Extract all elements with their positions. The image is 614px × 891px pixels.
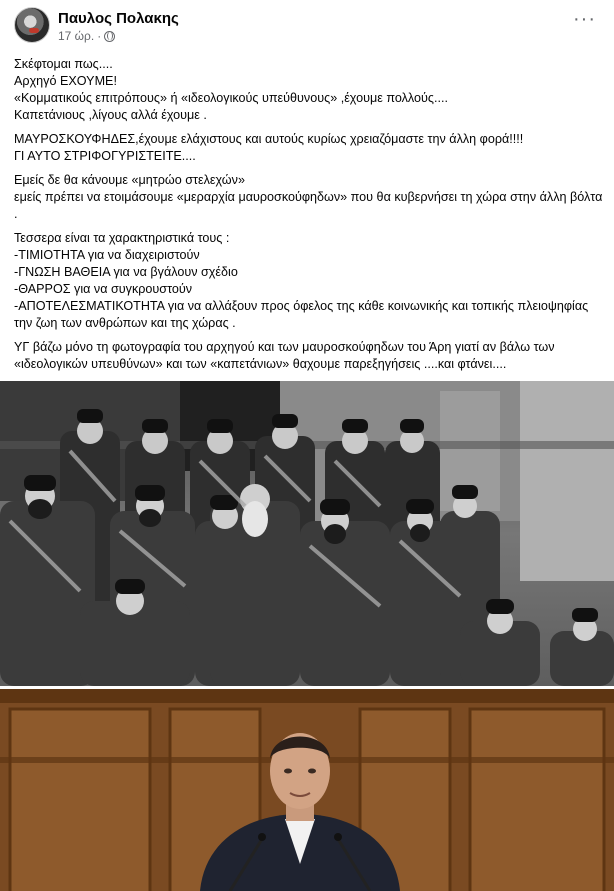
text-line: Σκέφτομαι πως....	[14, 57, 113, 71]
separator: ·	[97, 29, 102, 43]
text-line: Αρχηγό ΕΧΟΥΜΕ!	[14, 74, 117, 88]
text-line: Καπετάνιους ,λίγους αλλά έχουμε .	[14, 108, 207, 122]
text-line: ΜΑΥΡΟΣΚΟΥΦΗΔΕΣ,έχουμε ελάχιστους και αυτούς κυρίως χρειαζόμαστε την άλλη φορά!!!!	[14, 132, 524, 146]
speaker-illustration	[0, 689, 614, 891]
text-line: -ΘΑΡΡΟΣ για να συγκρουστούν	[14, 282, 193, 296]
text-line: ΥΓ βάζω μόνο τη φωτογραφία του αρχηγού και των μαυροσκούφηδων του Άρη γιατί αν βάλω των «ιδεολογικών υπευθύνων» και των «καπετάνιων» θαχουμε παρεξηγήσεις ....και φτάνει....	[14, 340, 555, 371]
historical-group-illustration	[0, 381, 614, 686]
author-name[interactable]: Παυλος Πολακης	[58, 10, 179, 27]
globe-icon[interactable]	[104, 31, 115, 42]
text-line: Εμείς δε θα κάνουμε «μητρώο στελεχών»	[14, 173, 245, 187]
text-line: ΓΙ ΑΥΤΟ ΣΤΡΙΦΟΓΥΡΙΣΤΕΙΤΕ....	[14, 149, 196, 163]
post-meta	[58, 29, 115, 43]
text-line: Τεσσερα είναι τα χαρακτηριστικά τους :	[14, 231, 230, 245]
post-time[interactable]: 17 ώρ.	[58, 29, 95, 43]
paragraph-3	[14, 172, 604, 223]
paragraph-4	[14, 230, 604, 332]
speaker-at-podium-photo[interactable]	[0, 689, 614, 891]
historical-group-photo[interactable]	[0, 381, 614, 686]
post-text	[14, 56, 604, 380]
paragraph-1	[14, 56, 604, 124]
text-line: εμείς πρέπει να ετοιμάσουμε «μεραρχία μαυροσκούφηδων» που θα κυβερνήσει τη χώρα στην άλλη βόλτα .	[14, 190, 603, 221]
author-avatar[interactable]	[14, 7, 50, 43]
text-line: -ΓΝΩΣΗ ΒΑΘΕΙΑ για να βγάλουν σχέδιο	[14, 265, 238, 279]
avatar-lips-icon	[29, 28, 39, 33]
text-line: -ΑΠΟΤΕΛΕΣΜΑΤΙΚΟΤΗΤΑ για να αλλάξουν προς όφελος της κάθε κοινωνικής και τοπικής πλειοψηφίας την ζωη των ανθρώπων και της χώρας .	[14, 299, 589, 330]
text-line: «Κομματικούς επιτρόπους» ή «ιδεολογικούς υπεύθυνους» ,έχουμε πολλούς....	[14, 91, 448, 105]
post-header	[0, 0, 614, 48]
more-options-icon[interactable]: ···	[573, 8, 596, 30]
text-line: -ΤΙΜΙΟΤΗΤΑ για να διαχειριστούν	[14, 248, 200, 262]
paragraph-5	[14, 339, 604, 373]
paragraph-2	[14, 131, 604, 165]
